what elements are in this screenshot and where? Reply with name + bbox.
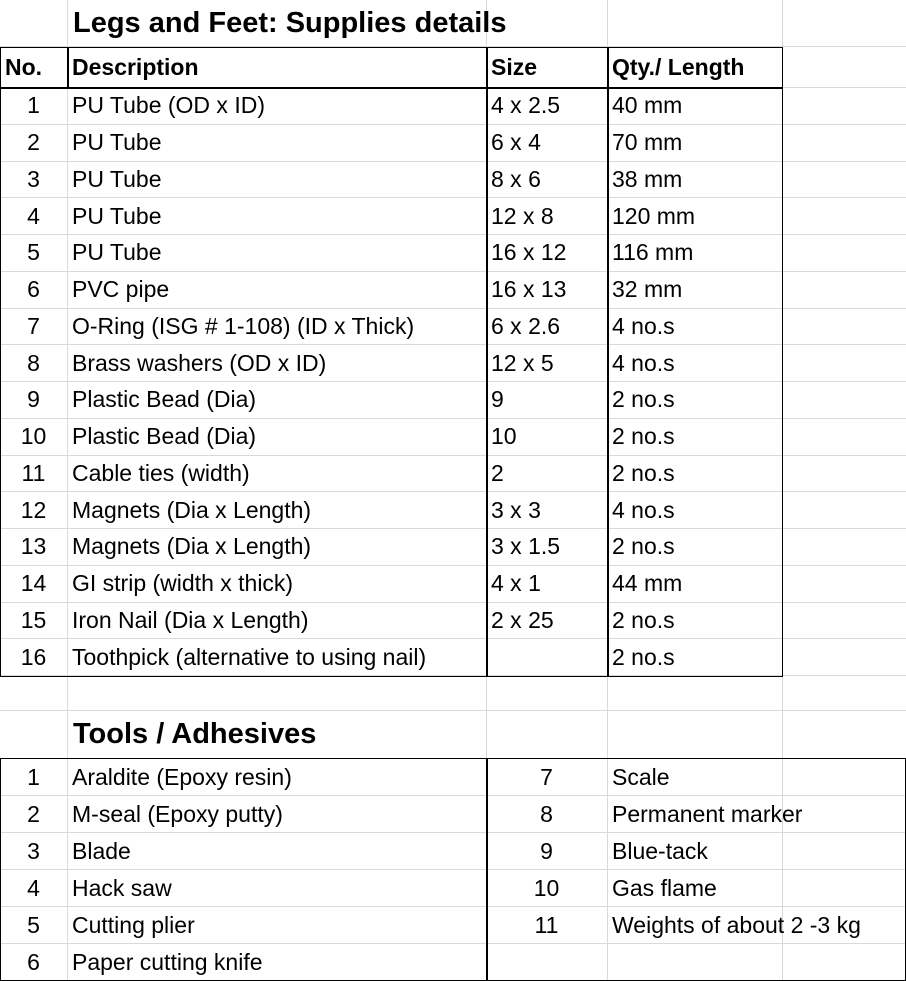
- supplies-title: Legs and Feet: Supplies details: [73, 6, 507, 39]
- row-qty: 2 no.s: [612, 606, 675, 633]
- row-size: 9: [491, 386, 504, 413]
- row-description: O-Ring (ISG # 1-108) (ID x Thick): [72, 312, 415, 339]
- row-size: 6 x 2.6: [491, 312, 561, 339]
- tool-name: Weights of about 2 -3 kg: [612, 911, 861, 938]
- tool-name: Gas flame: [612, 874, 717, 901]
- row-size: 6 x 4: [491, 129, 541, 156]
- row-number: 2: [27, 129, 40, 156]
- row-description: PU Tube: [72, 129, 162, 156]
- row-size: 16 x 13: [491, 276, 567, 303]
- row-qty: 4 no.s: [612, 312, 675, 339]
- row-size: 2 x 25: [491, 606, 554, 633]
- row-number: 10: [20, 423, 47, 450]
- row-number: 16: [20, 643, 47, 670]
- tool-name: Scale: [612, 763, 670, 790]
- row-size: 4 x 1: [491, 570, 541, 597]
- row-qty: 4 no.s: [612, 349, 675, 376]
- row-qty: 2 no.s: [612, 533, 675, 560]
- header-row: [0, 47, 906, 88]
- row-description: PU Tube: [72, 202, 162, 229]
- list-item: [0, 759, 906, 796]
- tools-title: Tools / Adhesives: [73, 718, 317, 750]
- table-row: [0, 603, 906, 640]
- tool-number: 11: [534, 911, 559, 938]
- row-number: 6: [27, 276, 40, 303]
- row-size: 12 x 5: [491, 349, 554, 376]
- row-number: 1: [27, 92, 40, 119]
- row-qty: 2 no.s: [612, 423, 675, 450]
- header-description: Description: [72, 53, 199, 80]
- table-row: [0, 566, 906, 603]
- row-description: Iron Nail (Dia x Length): [72, 606, 309, 633]
- tool-number: 2: [27, 800, 40, 827]
- row-number: 12: [20, 496, 47, 523]
- row-qty: 44 mm: [612, 570, 683, 597]
- table-row: [0, 529, 906, 566]
- list-item: [0, 796, 906, 833]
- table-row: [0, 382, 906, 419]
- tool-number: 3: [27, 837, 40, 864]
- row-qty: 4 no.s: [612, 496, 675, 523]
- row-qty: 2 no.s: [612, 386, 675, 413]
- row-description: Brass washers (OD x ID): [72, 349, 327, 376]
- tool-number: 8: [540, 800, 553, 827]
- tool-number: 9: [540, 837, 553, 864]
- row-qty: 116 mm: [612, 239, 694, 266]
- row-qty: 40 mm: [612, 92, 683, 119]
- table-row: [0, 125, 906, 162]
- title-row: [0, 0, 906, 47]
- table-row: [0, 345, 906, 382]
- row-description: Plastic Bead (Dia): [72, 386, 257, 413]
- row-description: PU Tube: [72, 239, 162, 266]
- row-qty: 70 mm: [612, 129, 683, 156]
- row-number: 13: [20, 533, 47, 560]
- row-description: Magnets (Dia x Length): [72, 496, 312, 523]
- row-description: Toothpick (alternative to using nail): [72, 643, 427, 670]
- row-description: Plastic Bead (Dia): [72, 423, 257, 450]
- table-row: [0, 456, 906, 493]
- row-number: 14: [20, 570, 47, 597]
- row-qty: 2 no.s: [612, 459, 675, 486]
- row-size: 3 x 1.5: [491, 533, 561, 560]
- row-number: 5: [27, 239, 40, 266]
- row-size: 4 x 2.5: [491, 92, 561, 119]
- tool-name: Blue-tack: [612, 837, 708, 864]
- row-description: GI strip (width x thick): [72, 570, 294, 597]
- row-description: PVC pipe: [72, 276, 170, 303]
- row-description: Cable ties (width): [72, 459, 250, 486]
- row-size: 10: [491, 423, 517, 450]
- table-row: [0, 162, 906, 199]
- table-row: [0, 419, 906, 456]
- tool-number: 1: [27, 763, 40, 790]
- tool-number: 4: [27, 874, 40, 901]
- list-item: [0, 944, 906, 981]
- row-number: 11: [21, 459, 46, 486]
- header-size: Size: [491, 53, 538, 80]
- header-qty: Qty./ Length: [612, 53, 745, 80]
- row-size: 3 x 3: [491, 496, 541, 523]
- row-number: 9: [27, 386, 40, 413]
- tool-number: 6: [27, 948, 40, 975]
- row-number: 3: [27, 165, 40, 192]
- tool-name: Permanent marker: [612, 800, 803, 827]
- list-item: [0, 870, 906, 907]
- row-qty: 32 mm: [612, 276, 683, 303]
- header-no: No.: [5, 53, 43, 80]
- row-size: 12 x 8: [491, 202, 554, 229]
- tool-number: 5: [27, 911, 40, 938]
- table-row: [0, 639, 906, 676]
- row-qty: 2 no.s: [612, 643, 675, 670]
- tools-title-row: [0, 711, 906, 759]
- list-item: [0, 833, 906, 870]
- row-qty: 38 mm: [612, 165, 683, 192]
- table-row: [0, 492, 906, 529]
- row-size: 16 x 12: [491, 239, 567, 266]
- row-number: 7: [27, 312, 40, 339]
- row-size: 2: [491, 459, 504, 486]
- tool-name: Cutting plier: [72, 911, 195, 938]
- table-row: [0, 88, 906, 125]
- row-size: [486, 639, 607, 675]
- row-number: 8: [27, 349, 40, 376]
- table-row: [0, 309, 906, 346]
- table-row: [0, 198, 906, 235]
- row-description: PU Tube (OD x ID): [72, 92, 265, 119]
- table-row: [0, 235, 906, 272]
- row-number: 15: [20, 606, 47, 633]
- blank-row: [0, 676, 906, 711]
- row-number: 4: [27, 202, 40, 229]
- row-qty: 120 mm: [612, 202, 696, 229]
- tool-name: Hack saw: [72, 874, 172, 901]
- list-item: [0, 907, 906, 944]
- tool-number: 10: [533, 874, 560, 901]
- tool-name: Araldite (Epoxy resin): [72, 763, 292, 790]
- table-row: [0, 272, 906, 309]
- row-description: PU Tube: [72, 165, 162, 192]
- row-description: Magnets (Dia x Length): [72, 533, 312, 560]
- tool-name: Blade: [72, 837, 131, 864]
- row-size: 8 x 6: [491, 165, 541, 192]
- tool-name: Paper cutting knife: [72, 948, 263, 975]
- tool-number: 7: [540, 763, 553, 790]
- tool-name: M-seal (Epoxy putty): [72, 800, 283, 827]
